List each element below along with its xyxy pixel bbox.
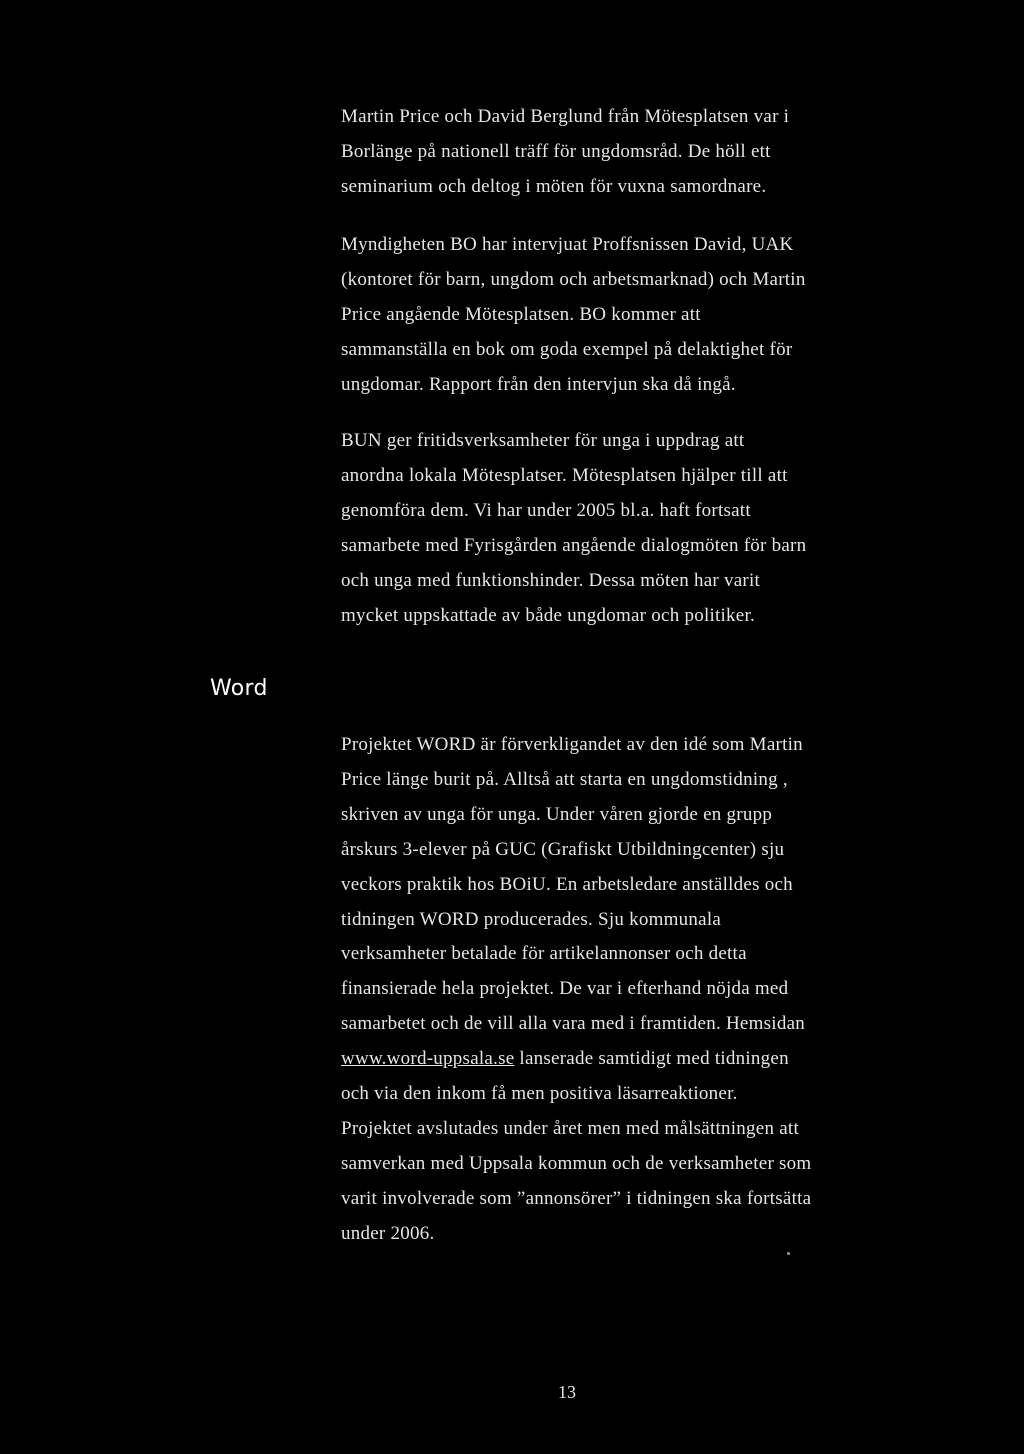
website-link[interactable]: www.word-uppsala.se [341, 1048, 515, 1070]
text-line: mycket uppskattade av både ungdomar och politiker. [341, 604, 756, 626]
text-line: Martin Price och David Berglund från Mötesplatsen var i [341, 106, 790, 127]
text-line: Borlänge på nationell träff för ungdomsråd. De höll ett [341, 140, 771, 162]
text-line: samarbetet och de vill alla vara med i framtiden. Hemsidan [341, 1013, 805, 1035]
text-line: Price länge burit på. Alltså att starta en ungdomstidning , [341, 768, 788, 790]
text-line: genomföra dem. Vi har under 2005 bl.a. haft fortsatt [341, 499, 751, 521]
text-line: verksamheter betalade för artikelannonser och detta [341, 943, 747, 965]
paragraph-bun-fritid [341, 424, 806, 633]
text-line: finansierade hela projektet. De var i efterhand nöjda med [341, 978, 789, 1000]
stray-dot-mark [787, 1252, 790, 1255]
paragraph-motesplatsen-borlange [341, 100, 789, 205]
text-line: och via den inkom få men positiva läsarreaktioner. [341, 1083, 738, 1105]
paragraph-bo-interview [341, 228, 806, 403]
text-line: under 2006. [341, 1222, 435, 1244]
text-line: (kontoret för barn, ungdom och arbetsmarknad) och Martin [341, 268, 806, 290]
text-line-with-link [341, 1042, 811, 1077]
text-line: och unga med funktionshinder. Dessa möten har varit [341, 569, 761, 591]
text-line: Projektet WORD är förverkligandet av den idé som Martin [341, 734, 803, 755]
text-line: årskurs 3-elever på GUC (Grafiskt Utbildningcenter) sju [341, 838, 785, 860]
text-line: Myndigheten BO har intervjuat Proffsnissen David, UAK [341, 234, 794, 255]
page-number: 13 [558, 1382, 576, 1402]
text-line: Projektet avslutades under året men med målsättningen att [341, 1117, 799, 1139]
text-line: veckors praktik hos BOiU. En arbetsledare anställdes och [341, 873, 793, 895]
text-line: anordna lokala Mötesplatser. Mötesplatsen hjälper till att [341, 464, 788, 486]
text-line: varit involverade som ”annonsörer” i tidningen ska fortsätta [341, 1187, 812, 1209]
text-line: tidningen WORD producerades. Sju kommunala [341, 908, 722, 930]
link-line-rest: lanserade samtidigt med tidningen [514, 1048, 789, 1070]
text-line: ungdomar. Rapport från den intervjun ska då ingå. [341, 373, 736, 395]
paragraph-word-project [341, 728, 811, 1252]
text-line: seminarium och deltog i möten för vuxna samordnare. [341, 175, 767, 197]
text-line: samverkan med Uppsala kommun och de verksamheter som [341, 1152, 812, 1174]
text-line: BUN ger fritidsverksamheter för unga i uppdrag att [341, 430, 745, 451]
section-heading-word: Word [210, 676, 268, 701]
text-line: Price angående Mötesplatsen. BO kommer att [341, 303, 701, 325]
text-line: sammanställa en bok om goda exempel på delaktighet för [341, 338, 793, 360]
text-line: samarbete med Fyrisgården angående dialogmöten för barn [341, 534, 807, 556]
text-line: skriven av unga för unga. Under våren gjorde en grupp [341, 803, 773, 825]
